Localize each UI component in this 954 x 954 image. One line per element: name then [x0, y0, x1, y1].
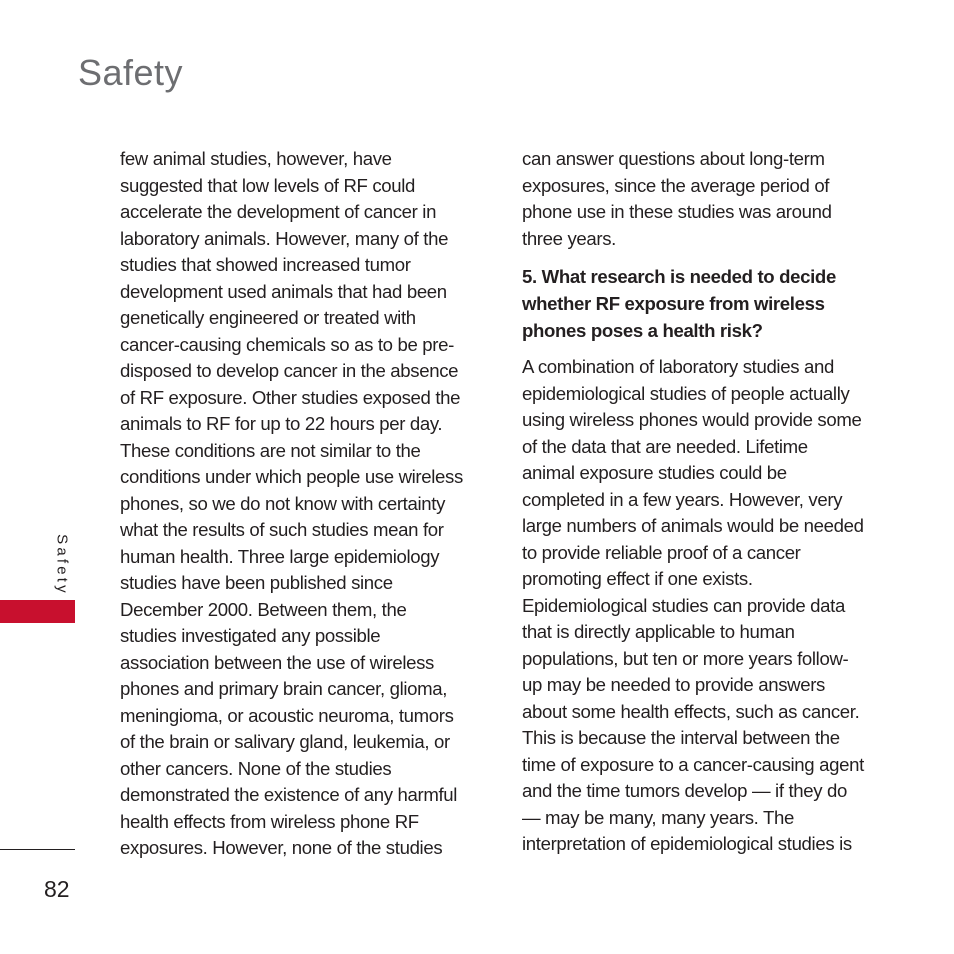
body-text-line: animal exposure studies could be — [522, 462, 787, 483]
side-tab-bar — [0, 600, 75, 623]
body-text-line: genetically engineered or treated with — [120, 307, 416, 328]
body-text-line: — may be many, many years. The — [522, 806, 794, 828]
body-text-line: December 2000. Between them, the — [120, 598, 407, 620]
body-text-line: meningioma, or acoustic neuroma, tumors — [120, 704, 454, 726]
body-text-line: few animal studies, however, have — [120, 148, 392, 169]
body-text-line: cancer-causing chemicals so as to be pre- — [120, 333, 454, 355]
body-text-line: exposures, since the average period of — [522, 174, 830, 196]
body-text-line: completed in a few years. However, very — [522, 488, 843, 510]
body-text-line: phones, so we do not know with certainty — [120, 492, 446, 514]
body-text-line: laboratory animals. However, many of the — [120, 227, 449, 249]
right-text-column — [522, 146, 884, 858]
body-text-line: disposed to develop cancer in the absence — [120, 360, 459, 381]
body-text-line: phone use in these studies was around — [522, 201, 832, 222]
body-text-line: demonstrated the existence of any harmful — [120, 784, 458, 805]
body-text-line: using wireless phones would provide some — [522, 409, 862, 430]
body-text-line: development used animals that had been — [120, 280, 447, 302]
body-text-line: interpretation of epidemiological studies is — [522, 833, 852, 854]
body-text-line: epidemiological studies of people actually — [522, 382, 850, 404]
body-text-line: human health. Three large epidemiology — [120, 545, 440, 567]
section-heading — [522, 263, 884, 344]
body-text-line: large numbers of animals would be needed — [522, 515, 864, 536]
body-text-line: and the time tumors develop — if they do — [522, 780, 848, 801]
body-text-line: accelerate the development of cancer in — [120, 201, 437, 222]
body-text-line: A combination of laboratory studies and — [522, 356, 834, 377]
page-number: 82 — [44, 876, 70, 902]
body-text-line: can answer questions about long-term — [522, 148, 825, 169]
side-tab-label: Safety — [53, 534, 71, 596]
body-text-line: studies have been published since — [120, 572, 393, 593]
body-text-line: exposures. However, none of the studies — [120, 837, 443, 858]
body-text-line: promoting effect if one exists. — [522, 568, 753, 589]
body-text-line: of the data that are needed. Lifetime — [522, 435, 808, 457]
body-text-line: phones and primary brain cancer, glioma, — [120, 678, 448, 699]
body-text-line: association between the use of wireless — [120, 651, 434, 673]
heading-line: phones poses a health risk? — [522, 320, 763, 341]
body-text-line: animals to RF for up to 22 hours per day. — [120, 413, 443, 434]
body-text-line: health effects from wireless phone RF — [120, 810, 419, 832]
body-text-line: other cancers. None of the studies — [120, 757, 392, 779]
body-text-line: Epidemiological studies can provide data — [522, 594, 845, 616]
page-title: Safety — [78, 52, 184, 93]
body-text-line: These conditions are not similar to the — [120, 439, 421, 461]
body-text-line: three years. — [522, 227, 616, 249]
body-text-line: about some health effects, such as cancer. — [522, 700, 860, 722]
body-text-line: suggested that low levels of RF could — [120, 174, 416, 196]
body-text-line: of RF exposure. Other studies exposed the — [120, 386, 461, 408]
body-text-line: conditions under which people use wireless — [120, 466, 463, 487]
body-text-line: studies investigated any possible — [120, 625, 381, 646]
body-text-line: to provide reliable proof of a cancer — [522, 541, 801, 563]
body-text-line: what the results of such studies mean for — [120, 519, 444, 540]
body-text-line: up may be needed to provide answers — [522, 674, 826, 695]
body-text-line: This is because the interval between the — [522, 727, 840, 748]
left-text-column — [120, 146, 482, 862]
body-text-line: that is directly applicable to human — [522, 621, 795, 642]
body-text-line: populations, but ten or more years follow- — [522, 647, 849, 669]
body-text-line: studies that showed increased tumor — [120, 254, 411, 275]
footer-divider — [0, 849, 75, 850]
heading-line: whether RF exposure from wireless — [522, 293, 825, 314]
body-text-line: time of exposure to a cancer-causing agent — [522, 753, 864, 775]
heading-line: 5. What research is needed to decide — [522, 266, 836, 287]
body-text-line: of the brain or salivary gland, leukemia, or — [120, 731, 450, 752]
